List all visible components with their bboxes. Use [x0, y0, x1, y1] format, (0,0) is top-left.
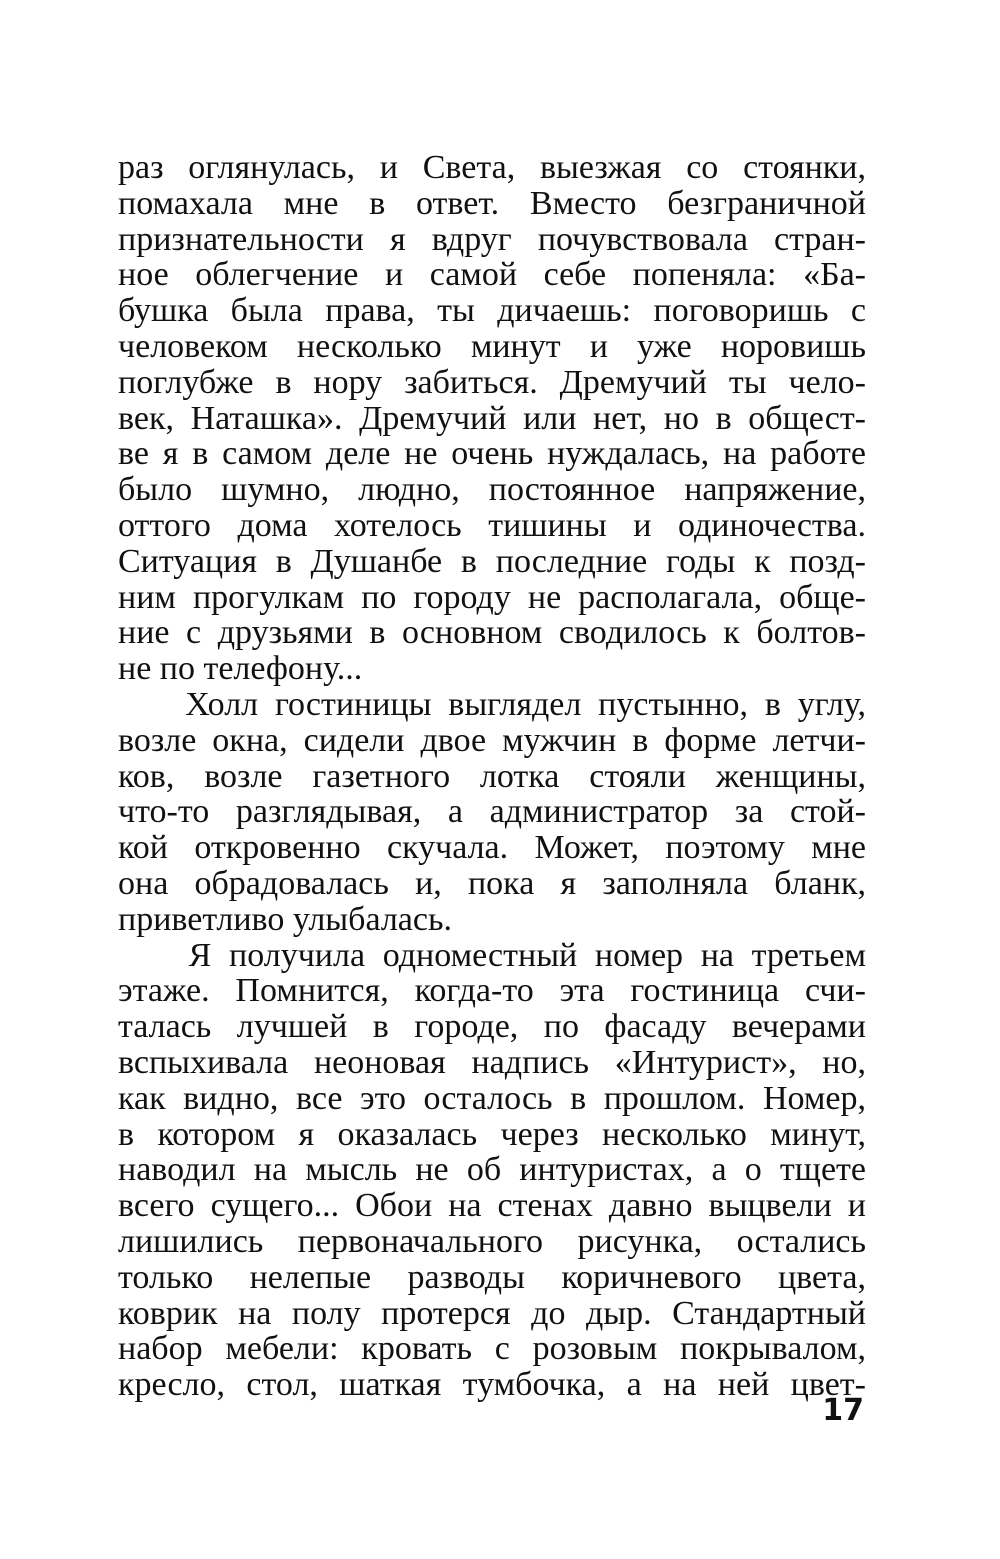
text-line: всего сущего... Обои на стенах давно выцвели и	[118, 1187, 866, 1225]
text-line: только нелепые разводы коричневого цвета,	[118, 1258, 866, 1296]
text-line: кой откровенно скучала. Может, поэтому мне	[118, 829, 866, 867]
text-line: человеком несколько минут и уже норовишь	[118, 327, 866, 365]
text-line: она обрадовалась и, пока я заполняла бланк,	[118, 864, 866, 902]
text-line: этаже. Помнится, когда-то эта гостиница счи-	[118, 972, 866, 1010]
text-line: Я получила одноместный номер на третьем	[118, 936, 866, 974]
text-line: было шумно, людно, постоянное напряжение,	[118, 471, 866, 509]
text-line: бушка была права, ты дичаешь: поговоришь с	[118, 292, 866, 330]
text-line: вспыхивала неоновая надпись «Интурист», но,	[118, 1043, 866, 1081]
text-line: помахала мне в ответ. Вместо безграничной	[118, 184, 866, 222]
text-line: ним прогулкам по городу не располагала, обще-	[118, 578, 866, 616]
body-text	[118, 150, 866, 1403]
text-line: приветливо улыбалась.	[118, 900, 452, 938]
text-line: век, Наташка». Дремучий или нет, но в общест-	[118, 399, 866, 437]
text-line: набор мебели: кровать с розовым покрывалом,	[118, 1330, 866, 1368]
text-line: раз оглянулась, и Света, выезжая со стоянки,	[118, 149, 866, 186]
text-line: кресло, стол, шаткая тумбочка, а на ней цвет-	[118, 1366, 866, 1404]
text-line: ное облегчение и самой себе попеняла: «Ба-	[118, 256, 866, 294]
text-line: возле окна, сидели двое мужчин в форме летчи-	[118, 721, 866, 759]
text-line: поглубже в нору забиться. Дремучий ты чело-	[118, 363, 866, 401]
page-number: 17	[822, 1393, 864, 1428]
text-line: Холл гостиницы выглядел пустынно, в углу,	[118, 685, 866, 723]
text-line: признательности я вдруг почувствовала стран-	[118, 220, 866, 258]
text-line: ние с друзьями в основном сводилось к болтов-	[118, 614, 866, 652]
text-line: наводил на мысль не об интуристах, а о тщете	[118, 1151, 866, 1189]
text-line: не по телефону...	[118, 650, 363, 688]
text-line: в котором я оказалась через несколько минут,	[118, 1115, 866, 1153]
text-line: как видно, все это осталось в прошлом. Номер,	[118, 1079, 866, 1117]
text-line: ков, возле газетного лотка стояли женщины,	[118, 757, 866, 795]
text-line: коврик на полу протерся до дыр. Стандартный	[118, 1294, 866, 1332]
text-line: ве я в самом деле не очень нуждалась, на работе	[118, 435, 866, 473]
text-line: что-то разглядывая, а администратор за стой-	[118, 793, 866, 831]
text-line: оттого дома хотелось тишины и одиночества.	[118, 506, 866, 544]
text-line: Ситуация в Душанбе в последние годы к позд-	[118, 542, 866, 580]
text-line: талась лучшей в городе, по фасаду вечерами	[118, 1008, 866, 1046]
text-line: лишились первоначального рисунка, остались	[118, 1222, 866, 1260]
